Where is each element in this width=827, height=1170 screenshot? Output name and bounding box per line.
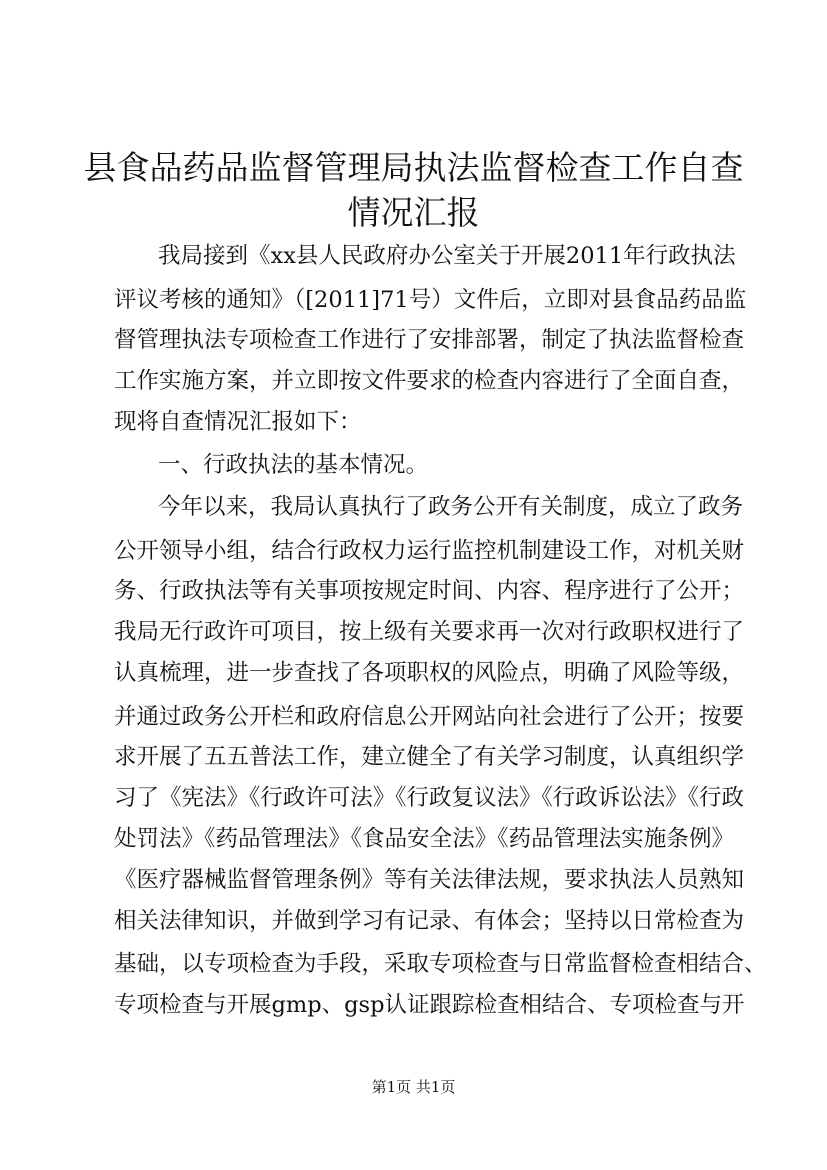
body-line-15: 处罚法》《药品管理法》《食品安全法》《药品管理法实施条例》 bbox=[114, 826, 734, 852]
body-line-9: 务、行政执法等有关事项按规定时间、内容、程序进行了公开； bbox=[114, 578, 745, 604]
body-line-1: 我局接到《xx县人民政府办公室关于开展2011年行政执法 bbox=[158, 243, 736, 269]
body-line-8: 公开领导小组，结合行政权力运行监控机制建设工作，对机关财 bbox=[114, 538, 745, 564]
body-line-17: 相关法律知识，并做到学习有记录、有体会；坚持以日常检查为 bbox=[114, 908, 745, 934]
document-title-line-1: 县食品药品监督管理局执法监督检查工作自查 bbox=[83, 148, 744, 187]
page-number-footer: 第1页 共1页 bbox=[371, 1078, 456, 1096]
body-line-18: 基础，以专项检查为手段，采取专项检查与日常监督检查相结合、 bbox=[114, 951, 767, 977]
body-line-11: 认真梳理，进一步查找了各项职权的风险点，明确了风险等级， bbox=[114, 660, 745, 686]
document-title-line-2: 情况汇报 bbox=[347, 193, 480, 232]
body-line-4: 工作实施方案，并立即按文件要求的检查内容进行了全面自查， bbox=[114, 368, 745, 394]
body-line-3: 督管理执法专项检查工作进行了安排部署，制定了执法监督检查 bbox=[114, 327, 745, 353]
body-line-12: 并通过政务公开栏和政府信息公开网站向社会进行了公开；按要 bbox=[114, 704, 745, 730]
body-line-7: 今年以来，我局认真执行了政务公开有关制度，成立了政务 bbox=[158, 494, 744, 520]
section-heading-1: 一、行政执法的基本情况。 bbox=[158, 452, 429, 478]
body-line-10: 我局无行政许可项目，按上级有关要求再一次对行政职权进行了 bbox=[114, 619, 745, 645]
body-line-14: 习了《宪法》《行政许可法》《行政复议法》《行政诉讼法》《行政 bbox=[114, 785, 745, 811]
body-line-19: 专项检查与开展gmp、gsp认证跟踪检查相结合、专项检查与开 bbox=[114, 992, 745, 1018]
body-line-16: 《医疗器械监督管理条例》等有关法律法规，要求执法人员熟知 bbox=[114, 867, 745, 893]
body-line-5: 现将自查情况汇报如下： bbox=[114, 409, 362, 435]
body-line-2: 评议考核的通知》（[2011]71号）文件后，立即对县食品药品监 bbox=[114, 287, 747, 313]
body-line-13: 求开展了五五普法工作，建立健全了有关学习制度，认真组织学 bbox=[114, 744, 745, 770]
